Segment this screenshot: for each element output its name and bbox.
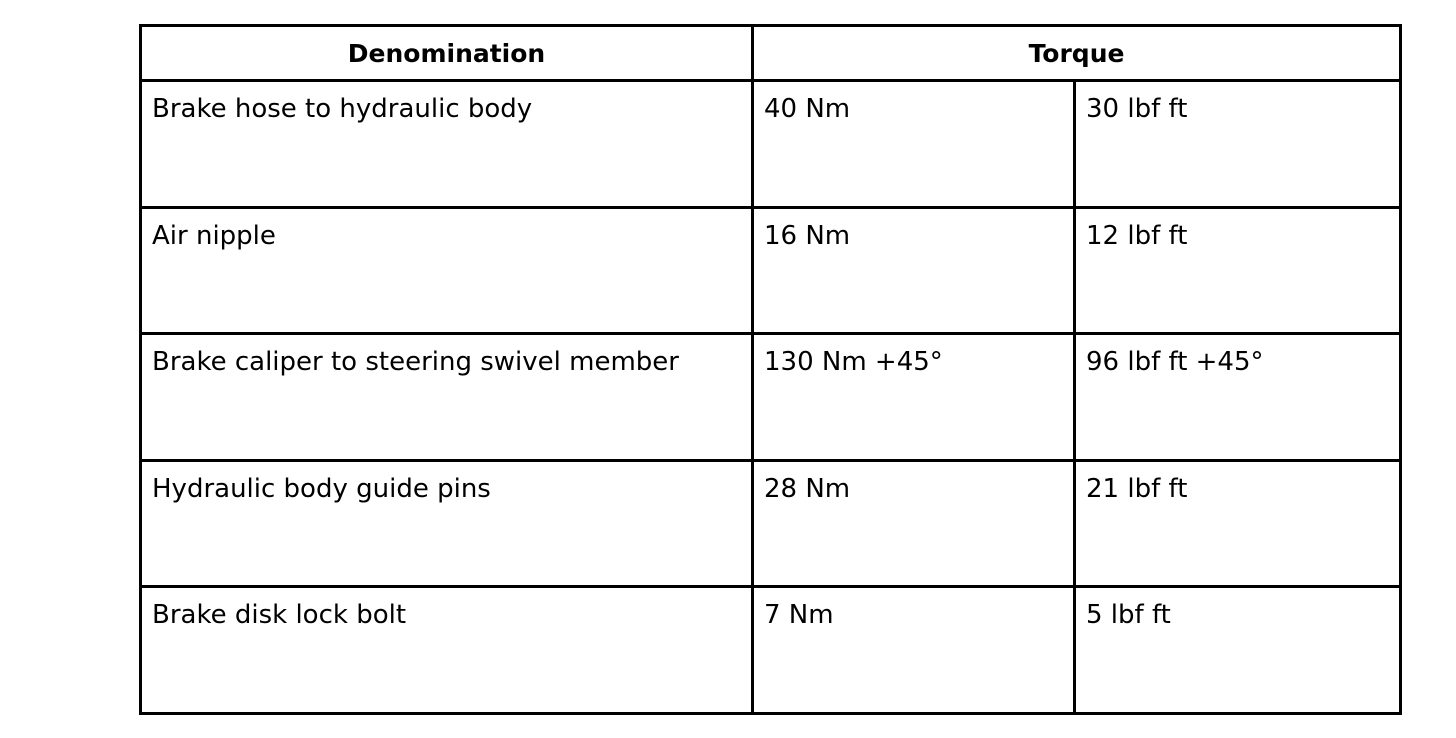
cell-torque-lbf: 96 lbf ft +45°: [1075, 334, 1401, 461]
cell-denomination: Brake hose to hydraulic body: [141, 81, 753, 208]
cell-denomination: Brake disk lock bolt: [141, 587, 753, 714]
table-row: [141, 587, 1401, 714]
cell-torque-nm: 16 Nm: [753, 207, 1075, 334]
cell-torque-lbf: 21 lbf ft: [1075, 460, 1401, 587]
cell-torque-lbf: 5 lbf ft: [1075, 587, 1401, 714]
header-denomination: Denomination: [141, 26, 753, 81]
table-header-row: [141, 26, 1401, 81]
cell-denomination: Brake caliper to steering swivel member: [141, 334, 753, 461]
table-row: [141, 81, 1401, 208]
torque-specification-table: [139, 24, 1402, 715]
header-torque: Torque: [753, 26, 1401, 81]
table-row: [141, 207, 1401, 334]
table-row: [141, 460, 1401, 587]
table-row: [141, 334, 1401, 461]
cell-torque-nm: 130 Nm +45°: [753, 334, 1075, 461]
cell-denomination: Hydraulic body guide pins: [141, 460, 753, 587]
cell-torque-lbf: 30 lbf ft: [1075, 81, 1401, 208]
cell-torque-nm: 7 Nm: [753, 587, 1075, 714]
cell-denomination: Air nipple: [141, 207, 753, 334]
cell-torque-lbf: 12 lbf ft: [1075, 207, 1401, 334]
cell-torque-nm: 28 Nm: [753, 460, 1075, 587]
cell-torque-nm: 40 Nm: [753, 81, 1075, 208]
